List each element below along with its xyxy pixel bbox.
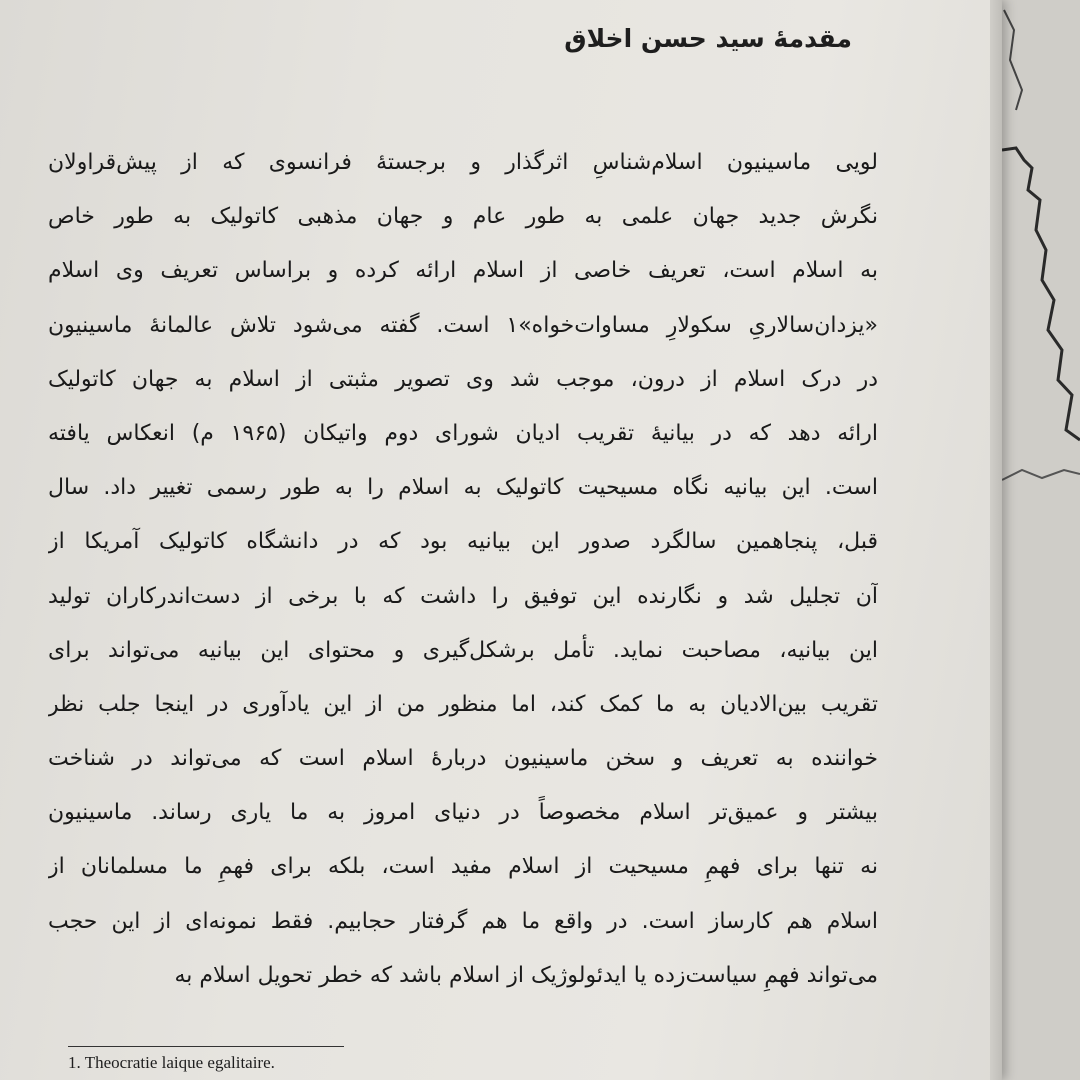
text-line: نگرش جدید جهان علمی به طور عام و جهان مذهبی کاتولیک به طور خاص <box>48 204 878 230</box>
background-page <box>1002 0 1080 1080</box>
text-line: لویی ماسینیون اسلام‌شناسِ اثرگذار و برجستهٔ فرانسوی که از پیش‌قراولان <box>48 150 878 175</box>
text-line: نه تنها برای فهمِ مسیحیت از اسلام مفید است، بلکه برای فهمِ ما مسلمانان از <box>48 854 878 880</box>
body-paragraph <box>48 136 878 1003</box>
background-map-drawing <box>1002 0 1080 1080</box>
footnote: 1. Theocratie laique egalitaire. <box>68 1053 275 1072</box>
text-line: این بیانیه، مصاحبت نماید. تأمل برشکل‌گیری و محتوای این بیانیه می‌تواند برای <box>48 637 878 663</box>
text-line: اسلام هم کارساز است. در واقع ما هم گرفتار حجابیم. فقط نمونه‌ای از این حجب <box>48 908 878 934</box>
page-edge <box>990 0 1002 1080</box>
text-line: در درک اسلام از درون، موجب شد وی تصویر مثبتی از اسلام به جهان کاتولیک <box>48 366 878 392</box>
text-line: ارائه دهد که در بیانیهٔ تقریب ادیان شورای دوم واتیکان (۱۹۶۵ م) انعکاس یافته <box>48 420 878 446</box>
text-line: می‌تواند فهمِ سیاست‌زده یا ایدئولوژیک از اسلام باشد که خطر تحویل اسلام به <box>174 962 878 988</box>
chapter-title: مقدمهٔ سید حسن اخلاق <box>564 24 852 53</box>
text-line: «یزدان‌سالاریِ سکولارِ مساوات‌خواه»۱ است. گفته می‌شود تلاش عالمانهٔ ماسینیون <box>48 312 878 338</box>
text-line: به اسلام است، تعریف خاصی از اسلام ارائه کرده و براساس تعریف وی اسلام <box>48 258 878 284</box>
footnote-divider <box>68 1046 344 1047</box>
text-line: تقریب بین‌الادیان به ما کمک کند، اما منظور من از این یادآوری در اینجا جلب نظر <box>48 691 878 717</box>
text-line: خواننده به تعریف و سخن ماسینیون دربارهٔ اسلام است که می‌تواند در شناخت <box>48 746 878 772</box>
text-line: بیشتر و عمیق‌تر اسلام مخصوصاً در دنیای امروز به ما یاری رساند. ماسینیون <box>48 800 878 826</box>
text-line: قبل، پنجاهمین سالگرد صدور این بیانیه بود که در دانشگاه کاتولیک آمریکا از <box>48 529 878 555</box>
text-line: آن تجلیل شد و نگارنده این توفیق را داشت که با برخی از دست‌اندرکاران تولید <box>48 583 878 609</box>
text-line: است. این بیانیه نگاه مسیحیت کاتولیک به اسلام را به طور رسمی تغییر داد. سال <box>48 475 878 501</box>
